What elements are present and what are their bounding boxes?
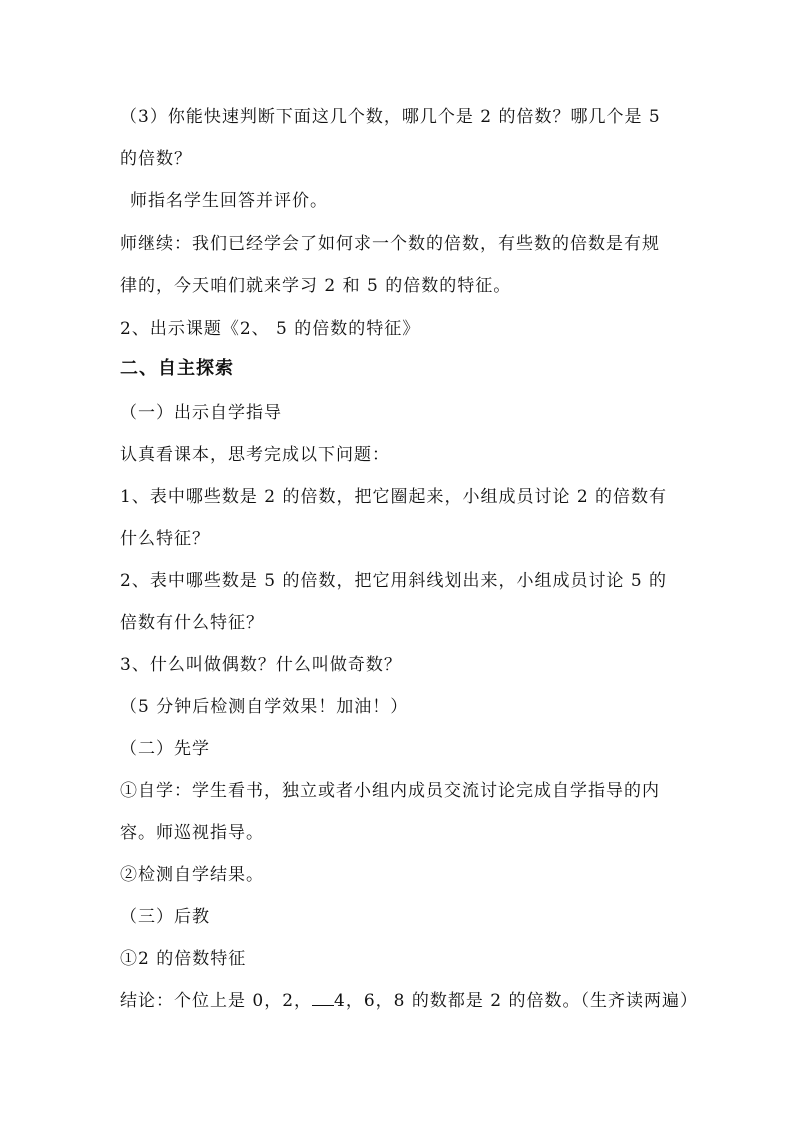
paragraph-show-topic: 2、出示课题《2、 5 的倍数的特征》	[120, 319, 421, 339]
question-1-line1: 1、表中哪些数是 2 的倍数，把它圈起来，小组成员讨论 2 的倍数有	[120, 487, 668, 507]
paragraph-teacher-continues-line2: 律的，今天咱们就来学习 2 和 5 的倍数的特征。	[120, 276, 512, 296]
question-3: 3、什么叫做偶数？什么叫做奇数？	[120, 655, 402, 675]
subheading-learn-first: （二）先学	[120, 739, 210, 759]
note-five-minutes: （5 分钟后检测自学效果！加油！）	[120, 697, 409, 717]
question-2-line1: 2、表中哪些数是 5 的倍数，把它用斜线划出来，小组成员讨论 5 的	[120, 571, 668, 591]
conclusion-suffix: 的数都是 2 的倍数。（生齐读两遍）	[405, 991, 699, 1011]
paragraph-teacher-evaluates: 师指名学生回答并评价。	[130, 191, 328, 211]
item-multiples-of-2-feature: ①2 的倍数特征	[120, 949, 247, 969]
question-1-line2: 什么特征？	[120, 529, 210, 549]
conclusion-prefix: 结论：个位上是 0，2，	[120, 991, 313, 1011]
subheading-teach-after: （三）后教	[120, 907, 210, 927]
paragraph-teacher-continues-line1: 师继续：我们已经学会了如何求一个数的倍数，有些数的倍数是有规	[120, 234, 660, 254]
section-heading-self-exploration: 二、自主探索	[120, 358, 234, 379]
paragraph-question3-line2: 的倍数？	[120, 149, 192, 169]
conclusion-line	[120, 990, 698, 1012]
question-2-line2: 倍数有什么特征？	[120, 613, 264, 633]
paragraph-read-textbook: 认真看课本，思考完成以下问题：	[120, 445, 390, 465]
subheading-self-study-guide: （一）出示自学指导	[120, 403, 282, 423]
step-self-study-line2: 容。师巡视指导。	[120, 823, 264, 843]
step-self-study-line1: ①自学：学生看书，独立或者小组内成员交流讨论完成自学指导的内	[120, 781, 660, 801]
conclusion-blank	[312, 1005, 334, 1006]
paragraph-question3-line1: （3）你能快速判断下面这几个数，哪几个是 2 的倍数？哪几个是 5	[120, 107, 661, 127]
step-check-results: ②检测自学结果。	[120, 865, 264, 885]
conclusion-digits: 4，6，8	[334, 991, 406, 1011]
